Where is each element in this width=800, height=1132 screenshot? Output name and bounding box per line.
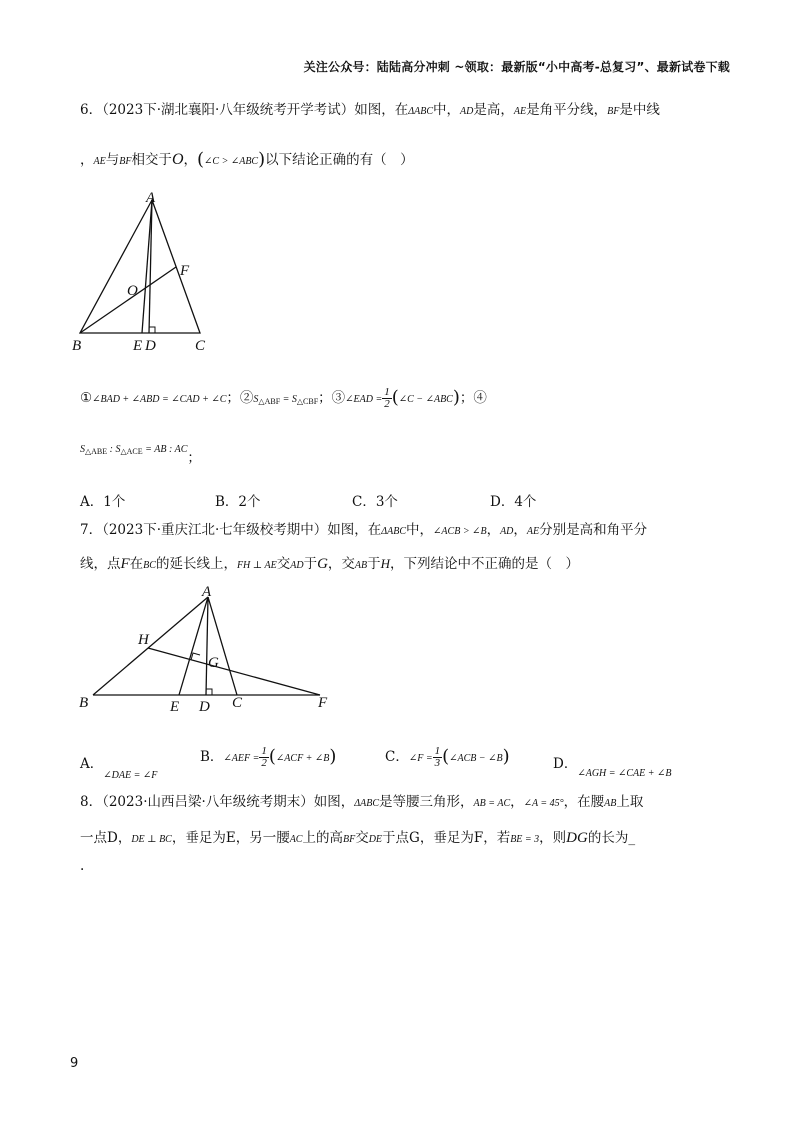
- q6-figure: [70, 185, 230, 360]
- q7-text: ，下列结论中不正确的是（ ）: [390, 556, 580, 572]
- q7-text: ，: [486, 522, 501, 538]
- q7-label-h: H: [138, 632, 149, 648]
- q7-option-b[interactable]: B．∠AEF = $\frac{1}{2}$ (∠ACF + ∠B): [200, 745, 337, 769]
- q7-line2: [80, 552, 579, 573]
- q8-triangle: ΔABC: [354, 798, 380, 809]
- q6-c2-s: S: [291, 394, 297, 405]
- q6-c2-mark: ②: [239, 390, 254, 406]
- q7-option-c-fraction: [433, 746, 443, 769]
- q7-segment-ad: [206, 597, 208, 695]
- q8-eq-angle-a: ∠A = 45°: [523, 798, 564, 809]
- q7-text: ，交: [327, 556, 355, 572]
- q7-option-c-rhs: ∠ACB − ∠B: [449, 753, 503, 764]
- q7-option-b-fraction: [259, 746, 269, 769]
- q7-label-c: C: [232, 695, 243, 711]
- q8-text: 一点D，: [80, 830, 132, 846]
- q6-text: 相交于: [131, 152, 172, 168]
- q6-c4-sub: △ABE: [85, 447, 108, 456]
- q7-segment-ac: [208, 597, 237, 695]
- q8-de: DE: [368, 834, 383, 845]
- q6-c3-rhs: ∠C − ∠ABC: [398, 394, 453, 405]
- q7-ad: AD: [500, 526, 514, 537]
- q7-text: 中，: [406, 522, 434, 538]
- q6-c3-num: 1: [384, 386, 390, 398]
- q7-option-c[interactable]: C．∠F = $\frac{1}{3}$ (∠ACB − ∠B): [385, 745, 510, 769]
- q6-option-d[interactable]: D．4个: [490, 494, 537, 510]
- q8-bf: BF: [342, 834, 356, 845]
- q6-option-b[interactable]: B．2个: [215, 494, 261, 510]
- q6-c3-den: 2: [384, 398, 390, 410]
- q8-text: 于点G，垂足为F，若: [382, 830, 511, 846]
- q6-option-a[interactable]: A．1个: [80, 494, 126, 510]
- q7-option-a-formula: ∠DAE = ∠F: [103, 770, 158, 781]
- q6-c1: ∠BAD + ∠ABD = ∠CAD + ∠C: [92, 394, 227, 405]
- q6-ad: AD: [460, 106, 474, 117]
- q7-option-b-label: B．: [200, 749, 224, 765]
- q6-ae: AE: [93, 156, 106, 167]
- q7-text: 交: [276, 556, 291, 572]
- q6-segment-bf: [80, 267, 176, 333]
- q7-segment-ae: [179, 597, 208, 695]
- q7-label-d: D: [199, 699, 210, 715]
- q7-ad: AD: [290, 560, 304, 571]
- q8-dg: DG: [566, 830, 588, 846]
- q7-triangle: ΔABC: [381, 526, 407, 537]
- q6-sep: ；: [459, 390, 474, 406]
- q7-label-b: B: [79, 695, 89, 711]
- q7-option-c-num: 1: [434, 745, 441, 757]
- q6-triangle: ΔABC: [408, 106, 434, 117]
- header-note: 关注公众号：陆陆高分冲刺 ~领取：最新版“小中高考-总复习”、最新试卷下载: [303, 60, 730, 74]
- q6-c3-fraction: [382, 387, 392, 410]
- q6-c1-mark: ①: [80, 390, 93, 406]
- q6-text: 以下结论正确的有（ ）: [265, 152, 414, 168]
- q7-option-b-num: 1: [261, 745, 267, 757]
- q7-text: ，: [513, 522, 527, 538]
- q6-c3-mark: ③: [331, 390, 346, 406]
- q7-label-a: A: [202, 584, 212, 600]
- q7-segment-fh: [148, 648, 320, 695]
- q7-option-c-lhs: ∠F =: [408, 753, 433, 764]
- q7-text: 于: [367, 556, 381, 572]
- q6-text: 是高，: [473, 102, 514, 118]
- q6-right-angle-mark: [149, 327, 155, 333]
- q8-line1: [80, 790, 643, 810]
- q8-text: 上的高: [302, 830, 343, 846]
- q7-right-angle-fh: [191, 653, 200, 660]
- q8-eq-ab-ac: AB = AC: [473, 798, 511, 809]
- q6-text: ，: [80, 152, 94, 168]
- q7-fh: FH ⊥ AE: [236, 560, 277, 571]
- q6-label-c: C: [195, 338, 206, 354]
- q6-line2: ，AE与BF相交于O，(∠C > ∠ABC)以下结论正确的有（ ）: [80, 149, 414, 170]
- q7-label-g: G: [208, 655, 219, 671]
- q7-g: G: [317, 556, 328, 572]
- q7-option-c-label: C．: [385, 749, 409, 765]
- q8-ac: AC: [289, 834, 303, 845]
- q6-label-o: O: [127, 283, 138, 299]
- q6-c4-rhs: = AB : AC: [142, 444, 188, 455]
- q8-text: 的长为_: [587, 830, 636, 846]
- q6-label-f: F: [180, 263, 190, 279]
- q8-line3: .: [80, 858, 85, 874]
- q7-segment-ab: [93, 597, 208, 695]
- q7-text: 7．（2023下·重庆江北·七年级校考期中）如图，在: [80, 522, 382, 538]
- q6-c4-sub: △ACE: [120, 447, 143, 456]
- q6-text: 6．（2023下·湖北襄阳·八年级统考开学考试）如图，在: [80, 102, 409, 118]
- q7-option-c-den: 3: [434, 757, 441, 769]
- q7-option-b-rhs: ∠ACF + ∠B: [275, 753, 330, 764]
- q6-c4-colon: :: [107, 444, 116, 455]
- q6-c2-eq: =: [280, 394, 292, 405]
- q7-label-e: E: [170, 699, 180, 715]
- q6-condition: ∠C > ∠ABC: [204, 156, 259, 167]
- q7-bc: BC: [143, 560, 156, 571]
- q7-option-d-label: D．: [553, 756, 578, 772]
- q6-c4-mark: ④: [473, 390, 487, 406]
- q6-bf: BF: [119, 156, 132, 167]
- q8-text: ，垂足为E，另一腰: [171, 830, 290, 846]
- q6-label-b: B: [72, 338, 82, 354]
- q6-label-d: D: [145, 338, 156, 354]
- q7-f: F: [120, 556, 130, 572]
- q6-c2-s: S: [253, 394, 259, 405]
- q6-c4-s: S: [115, 444, 121, 455]
- q6-option-c[interactable]: C．3个: [352, 494, 398, 510]
- q7-label-f: F: [318, 695, 328, 711]
- q6-text: ，: [183, 152, 197, 168]
- q7-text: 在: [129, 556, 144, 572]
- q8-text: 交: [355, 830, 369, 846]
- q7-condition: ∠ACB > ∠B: [433, 526, 487, 537]
- q6-line1: [80, 98, 660, 118]
- q7-option-a-label: A．: [80, 756, 104, 772]
- q7-right-angle-d: [206, 689, 212, 695]
- q6-conclusion4: [80, 436, 201, 466]
- q7-text: 分别是高和角平分: [539, 522, 648, 538]
- q6-conclusions: ①∠BAD + ∠ABD = ∠CAD + ∠C；$②S_{\triangle ABF} = S_{\triangle CBF}$；③∠EAD = $\frac{1}{2}$ (∠C − ∠ABC)；④: [80, 386, 487, 410]
- q7-line1: [80, 518, 647, 538]
- q6-sep: ；: [187, 450, 201, 466]
- q6-text: 是中线: [619, 102, 660, 118]
- q7-text: 线，点: [80, 556, 121, 572]
- q6-c3-lhs: ∠EAD =: [345, 394, 383, 405]
- q6-text: 是角平分线，: [526, 102, 608, 118]
- q7-h: H: [380, 556, 391, 571]
- q6-bf: BF: [607, 106, 620, 117]
- q8-text: ，则: [539, 830, 567, 846]
- q6-text: 与: [105, 152, 120, 168]
- q8-be: BE = 3: [510, 834, 540, 845]
- q8-text: ，在腰: [563, 794, 605, 810]
- q8-text: 是等腰三角形，: [379, 794, 474, 810]
- q7-ab: AB: [354, 560, 368, 571]
- q8-text: 上取: [616, 794, 644, 810]
- q7-text: 于: [303, 556, 318, 572]
- q8-line2: [80, 826, 635, 847]
- q6-c2-sub: △CBF: [296, 397, 319, 406]
- q6-sep: ；: [226, 390, 240, 406]
- q7-figure: [75, 580, 345, 720]
- q8-text: ，: [510, 794, 524, 810]
- q6-label-e: E: [133, 338, 143, 354]
- q6-text: 中，: [433, 102, 461, 118]
- q6-o: O: [171, 151, 184, 168]
- q6-c2-sub: △ABF: [258, 397, 281, 406]
- q7-option-b-den: 2: [261, 757, 267, 769]
- q8-de-perp: DE ⊥ BC: [131, 834, 172, 845]
- q6-label-a: A: [146, 190, 156, 206]
- page-number: 9: [70, 1056, 79, 1071]
- q6-ae: AE: [513, 106, 527, 117]
- q7-text: 的延长线上，: [155, 556, 237, 572]
- q8-ab: AB: [604, 798, 617, 809]
- q7-ae: AE: [526, 526, 540, 537]
- q6-sep: ；: [318, 390, 332, 406]
- q7-option-d-formula: ∠AGH = ∠CAE + ∠B: [577, 768, 672, 779]
- q7-option-b-lhs: ∠AEF =: [223, 753, 260, 764]
- q8-text: 8．（2023·山西吕梁·八年级统考期末）如图，: [80, 794, 355, 810]
- q6-c4-s: S: [80, 444, 85, 455]
